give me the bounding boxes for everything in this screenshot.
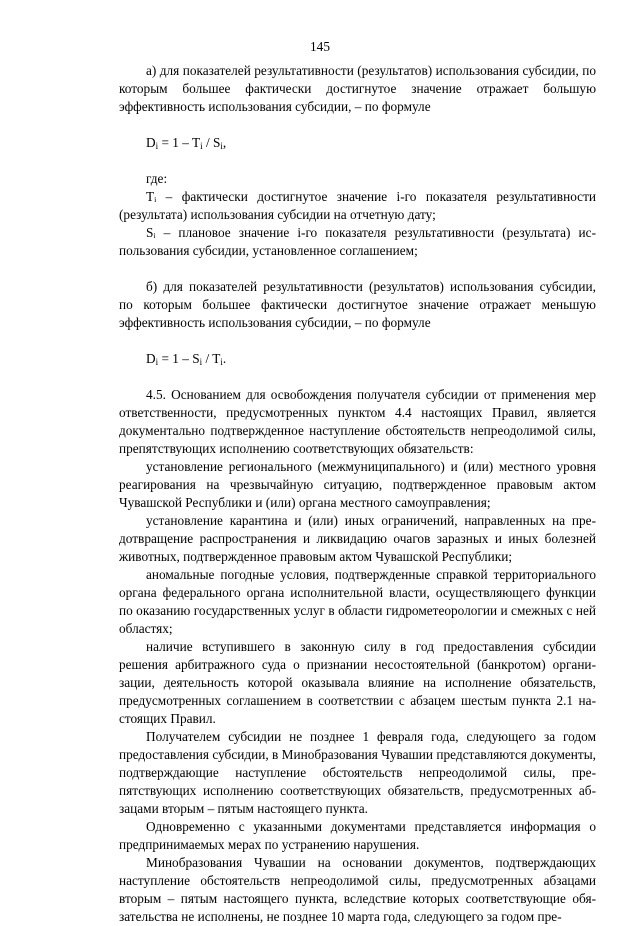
formula-b-lhs-sub: i xyxy=(155,357,159,367)
paragraph-bankruptcy: наличие вступившего в законную силу в год предоставления субсидии решения арбитражного суда о признании несостоятельной (банкротом) организации, деятельность которой оказывала влияние на исполнение обязательств, предусмотренных соглашением в соответствии с абзацем шестым пункта 2.1 настоящих Правил. xyxy=(119,639,596,726)
paragraph-minobr: Минобразования Чувашии на основании документов, подтверждающих наступление обстоятельств непреодолимой силы, предусмотренных абзацами вторым – пятым настоящего пункта, вследствие которых соответствующие обязательства не исполнены, не позднее 10 марта года, следующего за годом пре- xyxy=(119,855,596,924)
paragraph-quarantine: установление карантина и (или) иных ограничений, направленных на предотвращение распространения и ликвидацию очагов заразных и иных болезней животных, подтвержденное правовым актом Чувашской Республики; xyxy=(119,513,596,564)
definition-t: Tᵢ – фактически достигнутое значение i-го показателя результативности (результата) использования субсидии на отчетную дату; xyxy=(119,189,596,222)
formula-a-slash: / S xyxy=(202,135,221,150)
formula-b-mid: = 1 – S xyxy=(158,351,200,366)
where-label: где: xyxy=(146,171,168,186)
paragraph-a: а) для показателей результативности (результатов) использования субсидии, по которым большее фактически достигнутое значение отражает большую эффективность использования субсидии, – по формуле xyxy=(119,63,596,114)
formula-a xyxy=(119,134,596,152)
paragraph-emergency: установление регионального (межмуниципального) и (или) местного уровня реагирования на чрезвычайную ситуацию, подтвержденное правовым актом Чувашской Республики и (или) органа местного самоуправления; xyxy=(119,459,596,510)
formula-b-slash: / T xyxy=(202,351,221,366)
formula-a-lhs: D xyxy=(146,135,156,150)
formula-a-lhs-sub: i xyxy=(155,141,159,151)
page-number: 145 xyxy=(310,39,330,54)
paragraph-4-5: 4.5. Основанием для освобождения получателя субсидии от применения мер ответственности, предусмотренных пунктом 4.4 настоящих Правил, является документально подтвержденное наступление обстоятельств непреодолимой силы, препятствующих исполнению соответствующих обязательств: xyxy=(119,387,596,456)
formula-b-mid-sub: i xyxy=(199,357,203,367)
paragraph-b: б) для показателей результативности (результатов) использования субсидии, по которым большее фактически достигнутое значение отражает меньшую эффективность использования субсидии, – по формуле xyxy=(119,279,596,330)
formula-a-end-sub: i xyxy=(220,141,223,151)
document-body xyxy=(119,62,596,926)
formula-a-tail: , xyxy=(222,135,227,150)
formula-b xyxy=(119,350,596,368)
definition-s: Sᵢ – плановое значение i-го показателя результативности (результата) использования субсидии, установленное соглашением; xyxy=(119,225,596,258)
paragraph-weather: аномальные погодные условия, подтвержденные справкой территориального органа федерального органа исполнительной власти, осуществляющего функции по оказанию государственных услуг в области гидрометеорологии и смежных с ней областях; xyxy=(119,567,596,636)
formula-a-mid-sub: i xyxy=(200,141,203,151)
formula-b-end-sub: i xyxy=(220,357,223,367)
paragraph-information: Одновременно с указанными документами представляется информация о предпринимаемых мерах по устранению нарушения. xyxy=(119,819,596,852)
formula-b-lhs: D xyxy=(146,351,156,366)
formula-b-tail: . xyxy=(222,351,227,366)
formula-a-mid: = 1 – T xyxy=(158,135,201,150)
paragraph-documents: Получателем субсидии не позднее 1 февраля года, следующего за годом предоставления субсидии, в Минобразования Чувашии представляются документы, подтверждающие наступление обстоятельств непреодолимой силы, препятствующих исполнению соответствующих обязательств, предусмотренных абзацами вторым – пятым настоящего пункта. xyxy=(119,729,596,816)
